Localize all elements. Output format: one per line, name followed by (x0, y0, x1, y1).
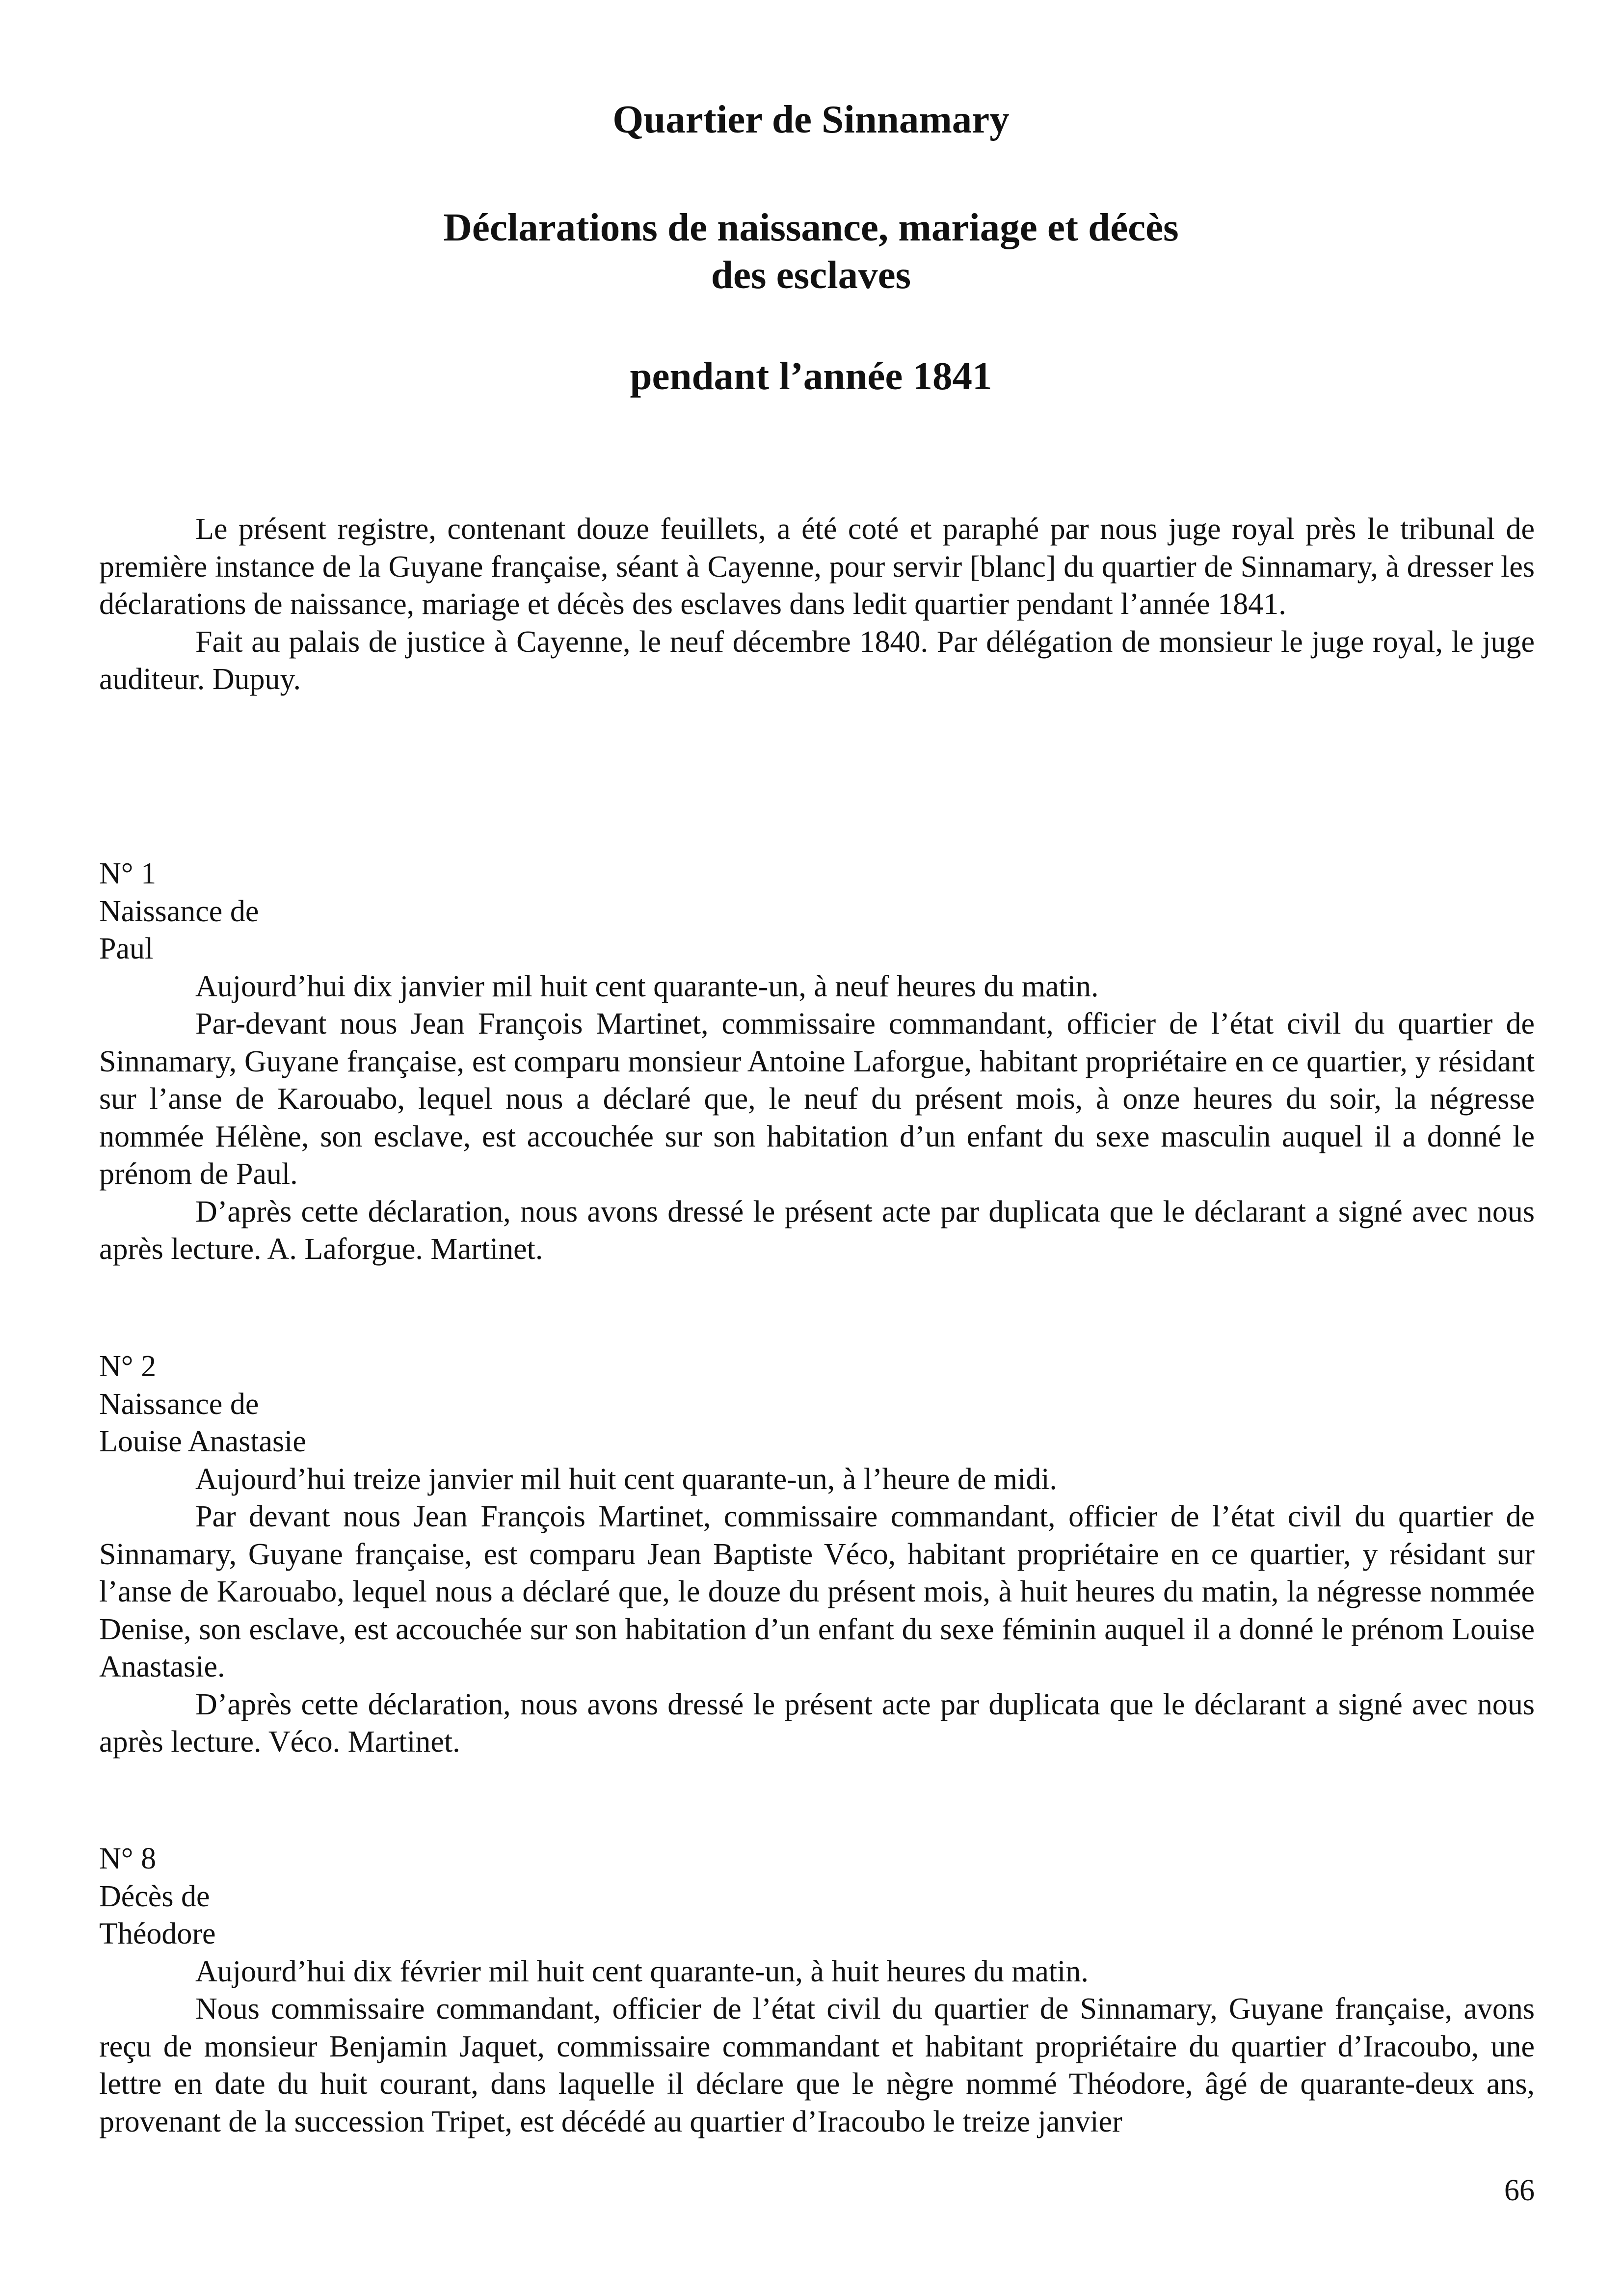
subtitle-line-1: Déclarations de naissance, mariage et décès (443, 205, 1179, 249)
entry-number: N° 1 (99, 857, 157, 890)
register-entry (99, 1840, 1535, 2140)
entry-name: Paul (99, 932, 154, 965)
entry-name: Louise Anastasie (99, 1425, 306, 1458)
entry-paragraph: Par-devant nous Jean François Martinet, commissaire commandant, officier de l’état civil du quartier de Sinnamary, Guyane française, est comparu monsieur Antoine Laforgue, habitant propriétaire en ce quartier, y résidant sur l’anse de Karouabo, lequel nous a déclaré que, le neuf du présent mois, à onze heures du soir, la négresse nommée Hélène, son esclave, est accouchée sur son habitation d’un enfant du sexe masculin auquel il a donné le prénom de Paul. (99, 1007, 1535, 1191)
entry-type: Naissance de (99, 1387, 259, 1421)
page-number: 66 (1504, 2174, 1535, 2207)
page-subtitle (0, 204, 1622, 299)
entry-paragraph: Nous commissaire commandant, officier de l’état civil du quartier de Sinnamary, Guyane française, avons reçu de monsieur Benjamin Jaquet, commissaire commandant et habitant propriétaire du quartier d’Iracoubo, une lettre en date du huit courant, dans laquelle il déclare que le nègre nommé Théodore, âgé de quarante-deux ans, provenant de la succession Tripet, est décédé au quartier d’Iracoubo le treize janvier (99, 1992, 1535, 2138)
entry-type: Décès de (99, 1879, 210, 1913)
subtitle-line-2: des esclaves (711, 253, 911, 297)
entry-paragraph: Aujourd’hui treize janvier mil huit cent quarante-un, à l’heure de midi. (195, 1462, 1058, 1496)
intro-paragraph: Le présent registre, contenant douze feuillets, a été coté et paraphé par nous juge royal près le tribunal de première instance de la Guyane française, séant à Cayenne, pour servir [blanc] du quartier de Sinnamary, à dresser les déclarations de naissance, mariage et décès des esclaves dans ledit quartier pendant l’année 1841. (99, 512, 1535, 621)
entry-paragraph: Aujourd’hui dix janvier mil huit cent quarante-un, à neuf heures du matin. (195, 969, 1099, 1003)
page-title: Quartier de Sinnamary (612, 97, 1010, 141)
intro-paragraph: Fait au palais de justice à Cayenne, le neuf décembre 1840. Par délégation de monsieur le juge royal, le juge auditeur. Dupuy. (99, 625, 1535, 696)
entry-paragraph: Aujourd’hui dix février mil huit cent quarante-un, à huit heures du matin. (195, 1954, 1089, 1988)
register-entry (99, 1348, 1535, 1761)
entry-paragraph: D’après cette déclaration, nous avons dressé le présent acte par duplicata que le déclarant a signé avec nous après lecture. Véco. Martinet. (99, 1687, 1535, 1759)
entry-paragraph: D’après cette déclaration, nous avons dressé le présent acte par duplicata que le déclarant a signé avec nous après lecture. A. Laforgue. Martinet. (99, 1195, 1535, 1266)
entry-number: N° 8 (99, 1842, 157, 1875)
entry-name: Théodore (99, 1917, 216, 1950)
register-entry (99, 855, 1535, 1268)
year-heading: pendant l’année 1841 (630, 354, 992, 398)
entry-paragraph: Par devant nous Jean François Martinet, commissaire commandant, officier de l’état civil du quartier de Sinnamary, Guyane française, est comparu Jean Baptiste Véco, habitant propriétaire en ce quartier, y résidant sur l’anse de Karouabo, lequel nous a déclaré que, le douze du présent mois, à huit heures du matin, la négresse nommée Denise, son esclave, est accouchée sur son habitation d’un enfant du sexe féminin auquel il a donné le prénom Louise Anastasie. (99, 1500, 1535, 1683)
intro-section (99, 510, 1535, 698)
entry-type: Naissance de (99, 894, 259, 928)
entry-number: N° 2 (99, 1350, 157, 1383)
